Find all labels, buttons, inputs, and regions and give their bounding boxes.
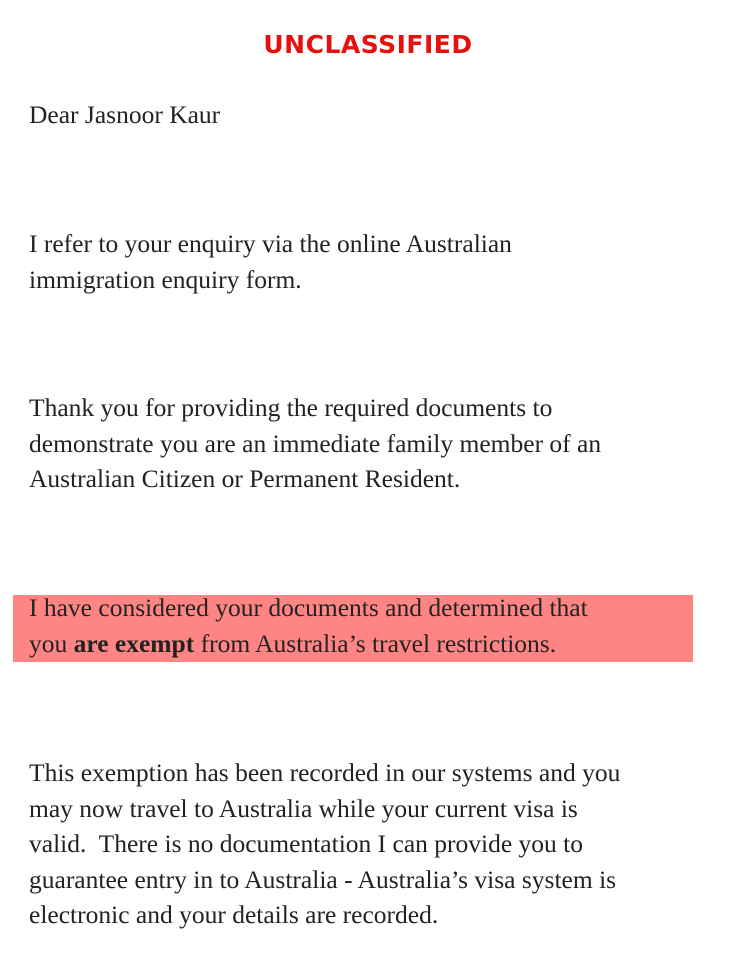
paragraph-exemption-line-1: This exemption has been recorded in our systems and you [29, 758, 621, 787]
paragraph-refer [29, 226, 719, 297]
paragraph-exempt-line-1: I have considered your documents and determined that [29, 593, 588, 622]
paragraph-exempt [29, 590, 719, 661]
greeting: Dear Jasnoor Kaur [29, 100, 221, 129]
paragraph-exemption [29, 755, 719, 933]
classification-marking: UNCLASSIFIED [263, 30, 473, 59]
paragraph-thanks-line-2: demonstrate you are an immediate family member of an [29, 428, 602, 458]
exempt-status-bold: are exempt [73, 628, 195, 658]
paragraph-exemption-line-2: may now travel to Australia while your current visa is [29, 793, 578, 823]
paragraph-refer-line-2: immigration enquiry form. [29, 264, 302, 294]
paragraph-thanks [29, 390, 719, 497]
paragraph-exemption-line-4: guarantee entry in to Australia - Australia’s visa system is [29, 864, 617, 894]
paragraph-exempt-line-2-end: from Australia’s travel restrictions. [194, 628, 557, 658]
paragraph-exempt-line-2-start: you [29, 628, 74, 658]
paragraph-exemption-line-3: valid. There is no documentation I can provide you to [29, 829, 584, 858]
paragraph-thanks-line-3: Australian Citizen or Permanent Resident. [29, 464, 461, 493]
paragraph-exemption-line-5: electronic and your details are recorded. [29, 900, 439, 929]
paragraph-thanks-line-1: Thank you for providing the required documents to [29, 393, 553, 422]
paragraph-refer-line-1: I refer to your enquiry via the online Australian [29, 229, 512, 258]
